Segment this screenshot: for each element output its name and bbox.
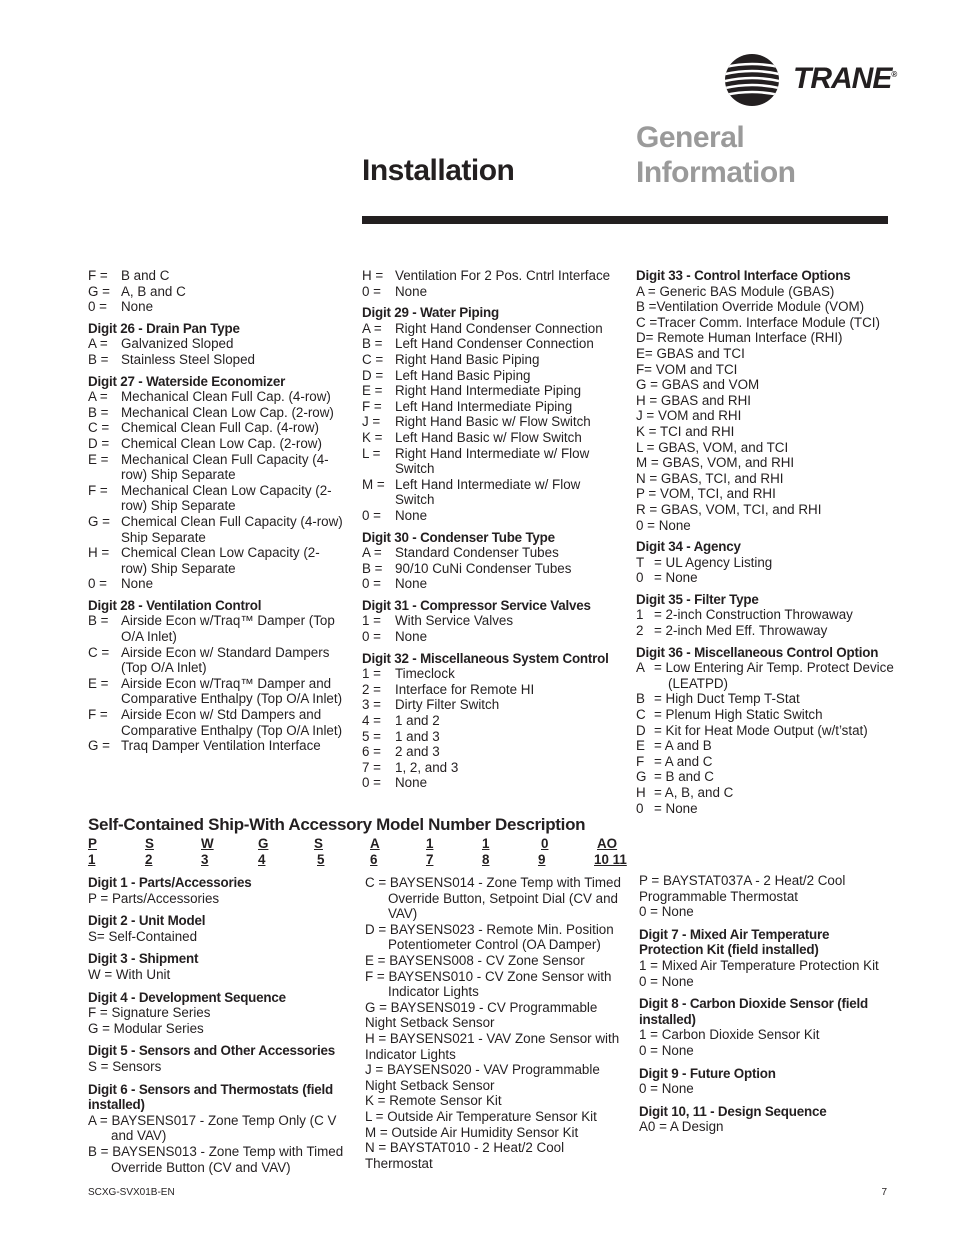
list-item: M = GBAS, VOM, and RHI — [636, 455, 795, 471]
list-item: M = Outside Air Humidity Sensor Kit — [365, 1124, 579, 1140]
section-heading: Digit 4 - Development Sequence — [88, 989, 286, 1005]
list-item: E = Right Hand Intermediate Piping — [362, 383, 582, 399]
list-item: 1 = 2-inch Construction Throwaway — [636, 607, 853, 623]
section-heading: Digit 7 - Mixed Air Temperature Protection Kit (field installed) — [639, 926, 830, 958]
list-item: F = B and C — [88, 268, 170, 283]
model-code: P — [88, 836, 97, 851]
list-item: D = BAYSENS023 - Remote Min. Position Potentiometer Control (OA Damper) — [365, 921, 614, 953]
list-item: 4 = 1 and 2 — [362, 713, 440, 729]
accessory-model-title: Self-Contained Ship-With Accessory Model Number Description — [88, 815, 586, 834]
model-code: AO — [597, 836, 618, 851]
model-position: 6 — [370, 852, 378, 867]
list-item: R = GBAS, VOM, TCI, and RHI — [636, 501, 822, 517]
list-item: 5 = 1 and 3 — [362, 728, 440, 744]
trane-logo — [723, 52, 897, 108]
list-item: A = Generic BAS Module (GBAS) — [636, 283, 835, 299]
list-item: A = Right Hand Condenser Connection — [362, 320, 603, 336]
section-heading: Digit 31 - Compressor Service Valves — [362, 597, 591, 613]
list-item: 0 = None — [88, 576, 154, 592]
page-title-line-2: Information — [636, 156, 796, 189]
list-item: B = Airside Econ w/Traq™ Damper (Top O/A Inlet) — [88, 613, 335, 645]
acc-digit-4-section — [88, 990, 344, 1037]
list-item: 0 = None — [639, 973, 694, 989]
model-position: 4 — [258, 852, 266, 867]
list-item: A = Low Entering Air Temp. Protect Device (LEATPD) — [636, 660, 894, 691]
list-item: S = Sensors — [88, 1058, 162, 1074]
digit-34-section — [636, 539, 898, 586]
column-3 — [636, 268, 898, 822]
list-item: 7 = 1, 2, and 3 — [362, 759, 459, 775]
section-heading: Digit 32 - Miscellaneous System Control — [362, 650, 609, 666]
acc-digit-3-section — [88, 951, 344, 982]
list-item: A = BAYSENS017 - Zone Temp Only (C V and VAV) — [88, 1112, 337, 1144]
section-heading: Digit 9 - Future Option — [639, 1065, 776, 1081]
list-item: A0 = A Design — [639, 1119, 724, 1135]
list-item: W = With Unit — [88, 966, 171, 982]
list-item: P = Parts/Accessories — [88, 890, 220, 906]
section-title: Installation — [362, 154, 515, 187]
list-item: B = Stainless Steel Sloped — [88, 351, 255, 367]
list-item: P = VOM, TCI, and RHI — [636, 486, 776, 502]
list-item: B =Ventilation Override Module (VOM) — [636, 299, 865, 315]
list-item: A = Galvanized Sloped — [88, 336, 234, 352]
list-item: 1 = Timeclock — [362, 666, 455, 682]
list-item: K = TCI and RHI — [636, 423, 735, 439]
acc-digit-8-section — [639, 996, 889, 1058]
model-code: S — [145, 836, 154, 851]
list-item: 1 = With Service Valves — [362, 613, 514, 629]
list-item: F = BAYSENS010 - CV Zone Sensor with Indicator Lights — [365, 968, 612, 1000]
list-item: C = BAYSENS014 - Zone Temp with Timed Override Button, Setpoint Dial (CV and VAV) — [365, 875, 621, 922]
model-position: 1 — [88, 852, 96, 867]
list-item: 6 = 2 and 3 — [362, 744, 440, 760]
section-heading: Digit 2 - Unit Model — [88, 913, 206, 929]
list-item: C = Airside Econ w/ Standard Dampers (Top O/A Inlet) — [88, 644, 330, 676]
model-code: S — [314, 836, 323, 851]
model-position: 5 — [317, 852, 325, 867]
registered-mark: ® — [891, 70, 897, 79]
list-item: 2 = 2-inch Med Eff. Throwaway — [636, 623, 828, 639]
digit-35-section — [636, 592, 898, 639]
page-number: 7 — [881, 1187, 887, 1198]
digit-27-section — [88, 374, 343, 592]
digit-30-section — [362, 530, 622, 592]
list-item: C = Chemical Clean Full Cap. (4-row) — [88, 420, 319, 436]
list-item: D = Chemical Clean Low Cap. (2-row) — [88, 435, 322, 451]
section-heading: Digit 30 - Condenser Tube Type — [362, 529, 555, 545]
section-heading: Digit 28 - Ventilation Control — [88, 597, 262, 613]
list-item: H = A, B, and C — [636, 785, 734, 800]
list-item: L = Right Hand Intermediate w/ Flow Switch — [362, 445, 590, 477]
accessory-column-1 — [88, 875, 344, 1182]
list-item: 1 = Carbon Dioxide Sensor Kit — [639, 1027, 820, 1043]
column-2 — [362, 268, 622, 797]
digit-32-section — [362, 651, 622, 791]
list-item: 3 = Dirty Filter Switch — [362, 697, 500, 713]
list-item: G = B and C — [636, 769, 714, 785]
model-code: W — [201, 836, 214, 851]
list-item: M = Left Hand Intermediate w/ Flow Switch — [362, 476, 581, 508]
acc-digit-7-section — [639, 927, 889, 989]
digit-31-section — [362, 598, 622, 645]
list-item: F = Mechanical Clean Low Capacity (2-row) Ship Separate — [88, 482, 332, 514]
list-item: E = Airside Econ w/Traq™ Damper and Comparative Enthalpy (Top O/A Inlet) — [88, 675, 343, 707]
list-item: K = Left Hand Basic w/ Flow Switch — [362, 429, 582, 445]
document-id: SCXG-SVX01B-EN — [88, 1187, 175, 1198]
model-code: A — [370, 836, 380, 851]
list-item: F = Airside Econ w/ Std Dampers and Comparative Enthalpy (Top O/A Inlet) — [88, 707, 343, 738]
section-heading: Digit 36 - Miscellaneous Control Option — [636, 644, 879, 660]
list-item: D = Kit for Heat Mode Output (w/t’stat) — [636, 722, 868, 738]
acc-digit-1-section — [88, 875, 344, 906]
list-item: B = 90/10 CuNi Condenser Tubes — [362, 560, 572, 576]
list-item: 1 = Mixed Air Temperature Protection Kit — [639, 957, 879, 973]
accessory-column-2 — [365, 875, 621, 1171]
accessory-column-3 — [639, 873, 889, 1142]
trane-globe-icon — [723, 52, 781, 108]
list-item: F = Signature Series — [88, 1005, 211, 1021]
section-heading: Digit 29 - Water Piping — [362, 305, 500, 321]
digit-28-section — [88, 598, 343, 754]
list-item: 0 = None — [636, 570, 698, 586]
section-heading: Digit 27 - Waterside Economizer — [88, 373, 286, 389]
list-item: H = Ventilation For 2 Pos. Cntrl Interface — [362, 268, 611, 283]
list-item: J = Right Hand Basic w/ Flow Switch — [362, 414, 591, 430]
acc-digit-2-section — [88, 913, 344, 944]
model-code: 1 — [426, 836, 434, 851]
list-item: L = GBAS, VOM, and TCI — [636, 439, 789, 455]
model-position: 7 — [426, 852, 434, 867]
list-item: 0 = None — [636, 800, 698, 816]
list-item: F= VOM and TCI — [636, 361, 738, 377]
list-item: T = UL Agency Listing — [636, 554, 773, 570]
list-item: E = Mechanical Clean Full Capacity (4-row) Ship Separate — [88, 451, 329, 483]
page-title — [636, 120, 796, 190]
list-item: H = BAYSENS021 - VAV Zone Sensor with Indicator Lights — [365, 1030, 620, 1062]
list-item: C =Tracer Comm. Interface Module (TCI) — [636, 314, 880, 330]
list-item: D = Left Hand Basic Piping — [362, 367, 531, 383]
list-item: 0 = None — [639, 904, 694, 920]
model-position: 9 — [538, 852, 546, 867]
acc-digit-5-section — [88, 1043, 344, 1074]
list-item: B = Mechanical Clean Low Cap. (2-row) — [88, 404, 334, 420]
section-heading: Digit 6 - Sensors and Thermostats (field installed) — [88, 1081, 333, 1113]
list-item: G = Chemical Clean Full Capacity (4-row) Ship Separate — [88, 513, 343, 545]
acc-digit-6-section — [88, 1082, 344, 1176]
trane-wordmark: TRANE — [793, 62, 892, 95]
model-code: 1 — [482, 836, 490, 851]
list-item: A = Standard Condenser Tubes — [362, 545, 559, 561]
header-rule — [362, 216, 888, 224]
column-1 — [88, 268, 343, 760]
model-position: 8 — [482, 852, 490, 867]
digit-33-section — [636, 268, 898, 533]
list-item: 2 = Interface for Remote HI — [362, 681, 535, 697]
list-item: G = Modular Series — [88, 1020, 204, 1036]
model-code: G — [258, 836, 269, 851]
list-item: D= Remote Human Interface (RHI) — [636, 330, 843, 346]
list-item: E= GBAS and TCI — [636, 345, 745, 361]
list-item: N = BAYSTAT010 - 2 Heat/2 Cool Thermostat — [365, 1140, 565, 1171]
section-heading: Digit 8 - Carbon Dioxide Sensor (field installed) — [639, 996, 868, 1027]
list-item: L = Outside Air Temperature Sensor Kit — [365, 1108, 597, 1124]
list-item: 0 = None — [639, 1042, 694, 1058]
list-item: 0 = None — [362, 629, 428, 645]
list-item: B = BAYSENS013 - Zone Temp with Timed Override Button (CV and VAV) — [88, 1143, 344, 1175]
list-item: G = BAYSENS019 - CV Programmable Night Setback Sensor — [365, 999, 598, 1031]
section-heading: Digit 33 - Control Interface Options — [636, 268, 851, 283]
list-item: 0 = None — [362, 775, 428, 791]
page-title-line-1: General — [636, 121, 745, 154]
list-item: 0 = None — [362, 507, 428, 523]
digit-36-section — [636, 645, 898, 817]
list-item: 0 = None — [362, 283, 428, 299]
list-item: C = Plenum High Static Switch — [636, 707, 823, 723]
list-item: J = VOM and RHI — [636, 408, 742, 424]
list-item: E = A and B — [636, 738, 712, 754]
list-item: B = High Duct Temp T-Stat — [636, 691, 800, 707]
list-item: N = GBAS, TCI, and RHI — [636, 470, 784, 486]
list-item: F = A and C — [636, 753, 713, 769]
section-heading: Digit 26 - Drain Pan Type — [88, 320, 240, 336]
list-item: S= Self-Contained — [88, 928, 198, 944]
list-item: P = BAYSTAT037A - 2 Heat/2 Cool Programmable Thermostat — [639, 873, 846, 904]
list-item: G = A, B and C — [88, 283, 186, 299]
list-item: F = Left Hand Intermediate Piping — [362, 398, 573, 414]
list-item: C = Right Hand Basic Piping — [362, 351, 540, 367]
section-heading: Digit 1 - Parts/Accessories — [88, 875, 252, 890]
acc-digit-6-continued — [639, 873, 889, 920]
section-heading: Digit 34 - Agency — [636, 539, 741, 555]
list-item: K = Remote Sensor Kit — [365, 1093, 502, 1109]
list-item: H = Chemical Clean Low Capacity (2-row) Ship Separate — [88, 545, 320, 576]
acc-digit-9-section — [639, 1066, 889, 1097]
model-code: 0 — [541, 836, 549, 851]
list-item: 0 = None — [636, 517, 691, 533]
list-item: 0 = None — [639, 1081, 694, 1097]
list-item: J = BAYSENS020 - VAV Programmable Night Setback Sensor — [365, 1062, 600, 1093]
model-position: 10 11 — [594, 852, 627, 867]
acc-digit-10-11-section — [639, 1104, 889, 1135]
section-heading: Digit 5 - Sensors and Other Accessories — [88, 1043, 335, 1059]
digit-26-section — [88, 321, 343, 368]
model-position: 3 — [201, 852, 209, 867]
list-item: 0 = None — [88, 299, 154, 315]
model-position: 2 — [145, 852, 153, 867]
digit-28-continued — [362, 268, 622, 299]
digit-29-section — [362, 305, 622, 523]
section-heading: Digit 10, 11 - Design Sequence — [639, 1103, 827, 1119]
digit-25-continued — [88, 268, 343, 315]
list-item: E = BAYSENS008 - CV Zone Sensor — [365, 952, 585, 968]
list-item: A = Mechanical Clean Full Cap. (4-row) — [88, 389, 331, 405]
section-heading: Digit 35 - Filter Type — [636, 591, 759, 607]
list-item: B = Left Hand Condenser Connection — [362, 336, 594, 352]
list-item: G = GBAS and VOM — [636, 377, 760, 393]
list-item: H = GBAS and RHI — [636, 392, 751, 408]
list-item: 0 = None — [362, 576, 428, 592]
list-item: G = Traq Damper Ventilation Interface — [88, 738, 321, 754]
section-heading: Digit 3 - Shipment — [88, 951, 199, 967]
